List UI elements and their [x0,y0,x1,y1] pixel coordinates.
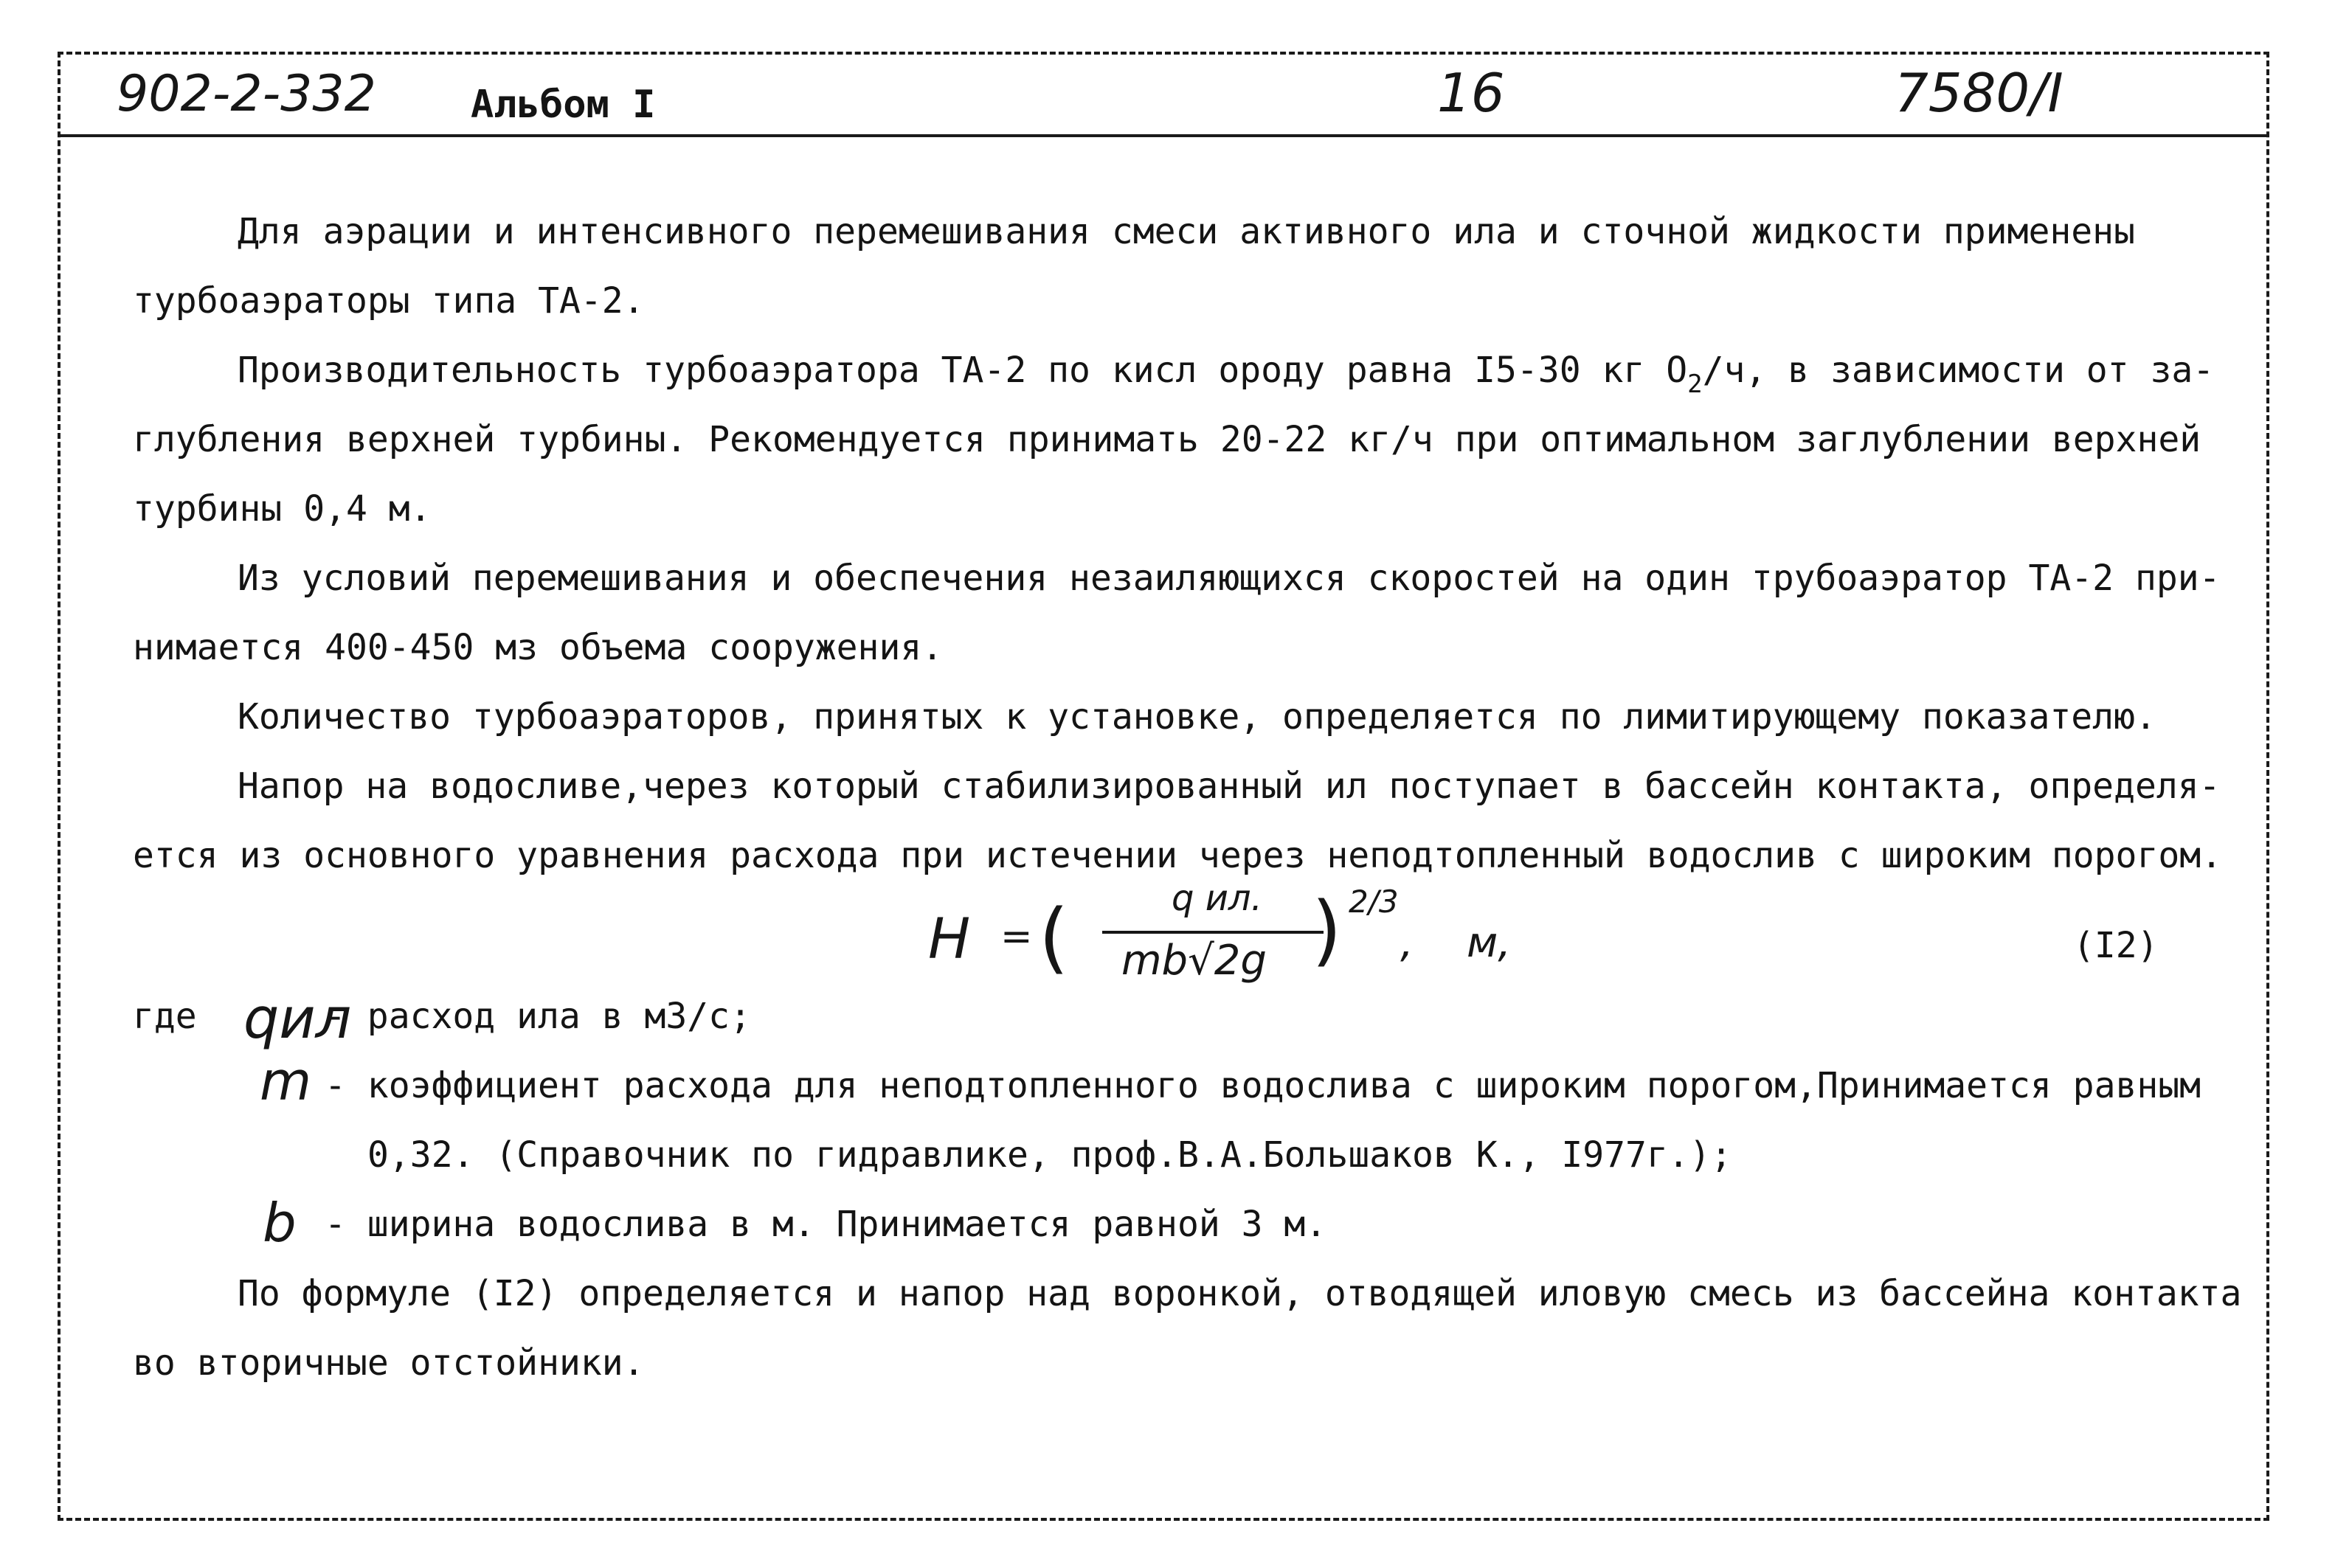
formula-equals: = [1000,915,1033,959]
paragraph-line: нимается 400-450 мз объема сооружения. [133,627,944,668]
inventory-number: 7580/I [1895,62,2064,124]
formula-unit: м, [1467,919,1512,967]
formula-comma: , [1400,919,1414,967]
paragraph-line: Количество турбоаэраторов, принятых к установке, определяется по лимитирующему показателю. [238,696,2156,738]
paragraph-line: Для аэрации и интенсивного перемешивания смеси активного ила и сточной жидкости применены [238,211,2135,252]
equation-number: (I2) [2073,925,2159,966]
header-rule [58,134,2269,137]
m-definition: - коэффициент расхода для неподтопленного водослива с широким порогом,Принимается равным [325,1065,2201,1106]
text-run: Производительность турбоаэратора ТА-2 по кисл ороду равна I5-30 кг O [238,350,1688,391]
paragraph-line: По формуле (I2) определяется и напор над воронкой, отводящей иловую смесь из бассейна контакта [238,1273,2242,1314]
paragraph-line: глубления верхней турбины. Рекомендуется принимать 20-22 кг/ч при оптимальном заглублении верхней [133,419,2201,460]
formula-close-paren: ) [1312,885,1342,975]
paragraph-line: ется из основного уравнения расхода при истечении через неподтопленный водослив с широким порогом. [133,835,2223,876]
q-definition: - расход ила в м3/с; [325,996,751,1037]
where-label: где [133,996,197,1037]
subscript: 2 [1687,370,1703,399]
q-symbol: qил [243,985,352,1051]
m-definition-cont: 0,32. (Справочник по гидравлике, проф.В.А.Большаков К., I977г.); [367,1134,1732,1176]
formula-exponent: 2/3 [1349,884,1399,920]
paragraph-line: турбоаэраторы типа ТА-2. [133,280,645,322]
paragraph-line: во вторичные отстойники. [133,1342,645,1384]
paragraph-line: турбины 0,4 м. [133,488,432,530]
text-run: /ч, в зависимости от за- [1702,350,2215,391]
m-symbol: m [260,1050,312,1112]
formula-lhs: H [928,906,971,971]
album-label: Альбом I [471,83,656,127]
b-definition: - ширина водослива в м. Принимается равной 3 м. [325,1204,1327,1245]
sheet-number: 16 [1437,62,1505,124]
fraction-bar [1102,931,1324,934]
paragraph-line [238,348,2214,406]
weir-head-formula [928,878,1592,988]
b-symbol: b [263,1192,297,1254]
formula-numerator: q ил. [1172,878,1262,919]
paragraph-line: Напор на водосливе,через который стабилизированный ил поступает в бассейн контакта, определя- [238,766,2221,807]
paragraph-line: Из условий перемешивания и обеспечения незаиляющихся скоростей на один трубоаэратор ТА-2 при- [238,558,2221,599]
formula-open-paren: ( [1039,892,1069,982]
formula-denominator: mb√2g [1121,937,1267,985]
document-code: 902-2-332 [117,65,376,123]
